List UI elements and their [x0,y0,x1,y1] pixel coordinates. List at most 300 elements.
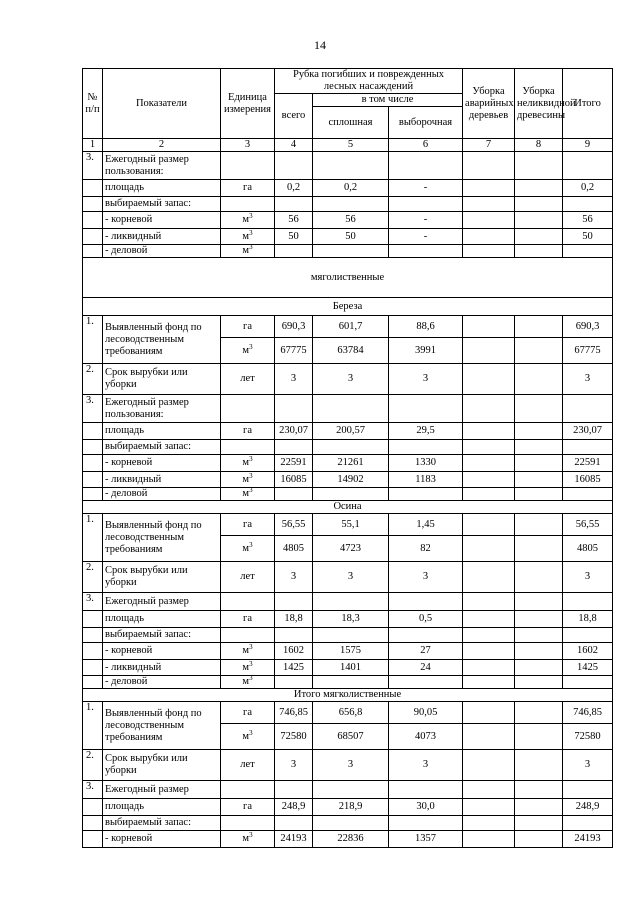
table-row [83,562,613,593]
unit-cell [221,724,275,750]
value-cell: 0,2 [563,180,613,197]
value-cell: 16085 [563,472,613,488]
value-cell: 4723 [313,536,389,562]
table-cell [515,197,563,212]
table-row [83,440,613,455]
value-cell [463,316,515,338]
table-cell [275,440,313,455]
value-cell: 1425 [275,660,313,676]
row-number: 3. [83,593,103,611]
table-cell [389,781,463,799]
table-cell [275,781,313,799]
value-cell: 56 [313,212,389,229]
unit-cell: га [221,316,275,338]
value-cell [515,364,563,395]
value-cell [515,229,563,245]
table-row [83,702,613,724]
value-cell: 746,85 [275,702,313,724]
table-cell [221,152,275,180]
unit-cell [221,455,275,472]
value-cell: 30,0 [389,799,463,816]
value-cell: 4805 [563,536,613,562]
value-cell: 67775 [563,338,613,364]
value-cell: 0,2 [275,180,313,197]
value-cell [463,660,515,676]
table-cell [515,395,563,423]
table-row [83,593,613,611]
table-row [83,152,613,180]
table-cell [463,628,515,643]
value-cell: 21261 [313,455,389,472]
table-cell [463,488,515,501]
table-row [83,455,613,472]
unit-cell: лет [221,364,275,395]
table-cell [389,816,463,831]
column-number: 5 [313,139,389,152]
column-number: 7 [463,139,515,152]
row-number: 3. [83,395,103,423]
value-cell: - [389,212,463,229]
value-cell [463,472,515,488]
row-label: Выявленный фонд по лесоводственным требованиям [103,316,221,364]
value-cell: 1602 [563,643,613,660]
row-number: 1. [83,702,103,750]
table-row [83,781,613,799]
column-number: 1 [83,139,103,152]
table-cell [463,816,515,831]
section-row [83,501,613,514]
unit-cell [221,338,275,364]
row-number: 1. [83,316,103,364]
header-no: № п/п [83,69,103,139]
value-cell: 24 [389,660,463,676]
row-label: - деловой [103,245,221,258]
value-cell [515,423,563,440]
table-cell [389,197,463,212]
value-cell [463,455,515,472]
value-cell [463,702,515,724]
value-cell: 1183 [389,472,463,488]
section-row [83,258,613,298]
unit-superscript: 3 [249,659,253,668]
table-row [83,660,613,676]
unit-m3: м [242,676,250,687]
value-cell: 3991 [389,338,463,364]
value-cell: 1575 [313,643,389,660]
header-emergency: Уборка аварийных деревьев [463,69,515,139]
row-label: Срок вырубки или уборки [103,562,221,593]
unit-cell [221,660,275,676]
table-cell [515,488,563,501]
value-cell: 24193 [563,831,613,848]
row-label: - ликвидный [103,660,221,676]
row-label: площадь [103,180,221,197]
value-cell: 3 [313,364,389,395]
value-cell [515,750,563,781]
table-row [83,197,613,212]
row-label: - корневой [103,831,221,848]
value-cell: 88,6 [389,316,463,338]
table-row [83,364,613,395]
section-title: мяголиственные [83,258,613,298]
unit-m3: м [242,344,250,356]
unit-cell [221,536,275,562]
table-cell [275,395,313,423]
header-indicators: Показатели [103,69,221,139]
value-cell: 0,5 [389,611,463,628]
table-cell [563,593,613,611]
table-cell [83,472,103,488]
unit-superscript: 3 [249,728,253,737]
section-title: Осина [83,501,613,514]
table-cell [313,488,389,501]
table-cell [463,440,515,455]
value-cell: 1330 [389,455,463,472]
table-cell [83,245,103,258]
table-cell [463,395,515,423]
unit-superscript: 3 [249,471,253,480]
value-cell [515,799,563,816]
table-cell [221,816,275,831]
value-cell: 3 [563,364,613,395]
value-cell: 24193 [275,831,313,848]
table-row [83,245,613,258]
value-cell: 4073 [389,724,463,750]
value-cell: 3 [313,562,389,593]
value-cell [515,724,563,750]
unit-cell [221,831,275,848]
unit-cell [221,229,275,245]
row-label: Выявленный фонд по лесоводственным требованиям [103,514,221,562]
table-cell [313,781,389,799]
table-row [83,180,613,197]
forest-use-table [82,68,613,848]
row-label: площадь [103,799,221,816]
value-cell: 72580 [563,724,613,750]
header-unit: Единица измерения [221,69,275,139]
value-cell: 3 [563,562,613,593]
value-cell: 1,45 [389,514,463,536]
unit-cell [221,212,275,229]
unit-superscript: 3 [249,243,253,251]
table-cell [563,781,613,799]
header-clear: сплошная [313,107,389,139]
table-cell [275,628,313,643]
value-cell: 248,9 [275,799,313,816]
table-row [83,488,613,501]
table-cell [313,152,389,180]
unit-superscript: 3 [249,228,253,237]
header-including: в том числе [313,94,463,107]
unit-cell: га [221,180,275,197]
header-row [83,69,613,94]
table-row [83,316,613,338]
table-cell [83,643,103,660]
table-cell [515,781,563,799]
table-cell [515,440,563,455]
table-cell [389,245,463,258]
row-label: площадь [103,423,221,440]
value-cell [463,562,515,593]
table-row [83,643,613,660]
unit-cell: га [221,514,275,536]
table-cell [563,628,613,643]
header-felling: Рубка погибших и поврежденных лесных насаждений [275,69,463,94]
table-cell [313,816,389,831]
table-cell [463,152,515,180]
header-illiquid: Уборка неликвидной древесины [515,69,563,139]
row-label: - корневой [103,455,221,472]
table-cell [313,245,389,258]
table-cell [83,611,103,628]
value-cell [463,799,515,816]
table-row [83,229,613,245]
table-cell [563,152,613,180]
value-cell: - [389,180,463,197]
value-cell: 4805 [275,536,313,562]
table-cell [389,488,463,501]
value-cell: 22591 [275,455,313,472]
table-cell [515,245,563,258]
value-cell [515,514,563,536]
value-cell [463,611,515,628]
section-row [83,298,613,316]
row-label: Ежегодный размер пользования: [103,395,221,423]
table-cell [313,395,389,423]
value-cell: 1425 [563,660,613,676]
row-label: Ежегодный размер [103,593,221,611]
table-row [83,831,613,848]
table-row [83,676,613,689]
value-cell: 3 [389,750,463,781]
table-cell [389,593,463,611]
unit-superscript: 3 [249,643,253,651]
value-cell: 746,85 [563,702,613,724]
value-cell: 56,55 [275,514,313,536]
column-number: 2 [103,139,221,152]
value-cell: 55,1 [313,514,389,536]
row-label: - ликвидный [103,472,221,488]
value-cell: 1602 [275,643,313,660]
value-cell: 56,55 [563,514,613,536]
unit-superscript: 3 [249,831,253,839]
table-cell [83,197,103,212]
table-cell [515,816,563,831]
table-cell [221,197,275,212]
value-cell [463,338,515,364]
section-title: Итого мягколиственные [83,689,613,702]
value-cell [463,423,515,440]
unit-cell: лет [221,750,275,781]
unit-cell: га [221,611,275,628]
table-cell [275,152,313,180]
unit-cell [221,643,275,660]
value-cell [515,831,563,848]
value-cell [515,643,563,660]
unit-superscript: 3 [249,674,253,682]
table-cell [83,229,103,245]
unit-m3: м [242,542,250,554]
value-cell: 90,05 [389,702,463,724]
table-cell [275,816,313,831]
unit-m3: м [242,457,250,468]
value-cell: 27 [389,643,463,660]
row-number: 2. [83,750,103,781]
value-cell [515,180,563,197]
table-cell [463,593,515,611]
table-cell [83,660,103,676]
table-cell [563,676,613,689]
header-itogo: Итого [563,69,613,139]
table-cell [83,816,103,831]
unit-cell [221,472,275,488]
table-cell [563,440,613,455]
row-number: 2. [83,364,103,395]
table-cell [221,395,275,423]
value-cell: 72580 [275,724,313,750]
unit-m3: м [242,214,250,225]
table-row [83,472,613,488]
value-cell [515,660,563,676]
table-cell [275,488,313,501]
value-cell [515,212,563,229]
table-cell [463,245,515,258]
value-cell [515,611,563,628]
section-title: Береза [83,298,613,316]
value-cell: 3 [313,750,389,781]
value-cell: 690,3 [275,316,313,338]
value-cell [463,643,515,660]
value-cell: 656,8 [313,702,389,724]
value-cell: 68507 [313,724,389,750]
row-label: - деловой [103,488,221,501]
table-cell [563,395,613,423]
table-cell [221,593,275,611]
value-cell [463,831,515,848]
page-number: 14 [314,38,326,52]
unit-m3: м [242,245,250,256]
table-cell [83,831,103,848]
unit-cell: лет [221,562,275,593]
table-cell [221,781,275,799]
table-row [83,212,613,229]
value-cell: 690,3 [563,316,613,338]
unit-m3: м [242,730,250,742]
row-label: площадь [103,611,221,628]
column-number: 8 [515,139,563,152]
column-number: 9 [563,139,613,152]
value-cell [463,724,515,750]
table-cell [515,676,563,689]
value-cell: 248,9 [563,799,613,816]
unit-superscript: 3 [249,540,253,549]
table-cell [83,212,103,229]
row-label: выбираемый запас: [103,816,221,831]
table-cell [275,676,313,689]
value-cell [463,364,515,395]
table-cell [83,423,103,440]
value-cell [515,338,563,364]
table-cell [515,628,563,643]
table-row [83,750,613,781]
unit-m3: м [242,661,250,673]
unit-cell: га [221,423,275,440]
table-cell [83,180,103,197]
table-cell [563,245,613,258]
row-label: Выявленный фонд по лесоводственным требованиям [103,702,221,750]
unit-superscript: 3 [249,342,253,351]
value-cell: 63784 [313,338,389,364]
value-cell: 3 [563,750,613,781]
table-cell [563,488,613,501]
value-cell [463,212,515,229]
value-cell: 82 [389,536,463,562]
table-cell [83,455,103,472]
row-number: 1. [83,514,103,562]
table-cell [275,593,313,611]
value-cell: 3 [275,562,313,593]
value-cell: 3 [275,364,313,395]
value-cell: 22591 [563,455,613,472]
row-number: 2. [83,562,103,593]
table-row [83,611,613,628]
row-label: выбираемый запас: [103,628,221,643]
row-number: 3. [83,781,103,799]
table-cell [389,395,463,423]
value-cell: 230,07 [563,423,613,440]
value-cell [515,472,563,488]
value-cell: 18,3 [313,611,389,628]
row-number: 3. [83,152,103,180]
table-cell [313,628,389,643]
value-cell: 601,7 [313,316,389,338]
row-label: выбираемый запас: [103,440,221,455]
unit-cell [221,245,275,258]
unit-cell [221,488,275,501]
value-cell: 22836 [313,831,389,848]
column-number: 6 [389,139,463,152]
row-label: Срок вырубки или уборки [103,750,221,781]
value-cell [515,316,563,338]
unit-cell [221,676,275,689]
table-row [83,395,613,423]
value-cell: 18,8 [563,611,613,628]
row-label: - корневой [103,212,221,229]
table-cell [275,245,313,258]
value-cell [463,180,515,197]
value-cell [515,455,563,472]
row-label: - деловой [103,676,221,689]
table-cell [83,676,103,689]
unit-m3: м [242,473,250,485]
unit-m3: м [242,230,250,242]
unit-superscript: 3 [249,486,253,494]
table-cell [563,197,613,212]
table-cell [83,799,103,816]
table-cell [463,676,515,689]
value-cell: 3 [389,562,463,593]
table-cell [83,628,103,643]
table-cell [313,197,389,212]
table-cell [389,152,463,180]
table-row [83,816,613,831]
value-cell: 16085 [275,472,313,488]
table-row [83,799,613,816]
table-row [83,423,613,440]
unit-cell: га [221,702,275,724]
value-cell [463,229,515,245]
table-cell [221,628,275,643]
